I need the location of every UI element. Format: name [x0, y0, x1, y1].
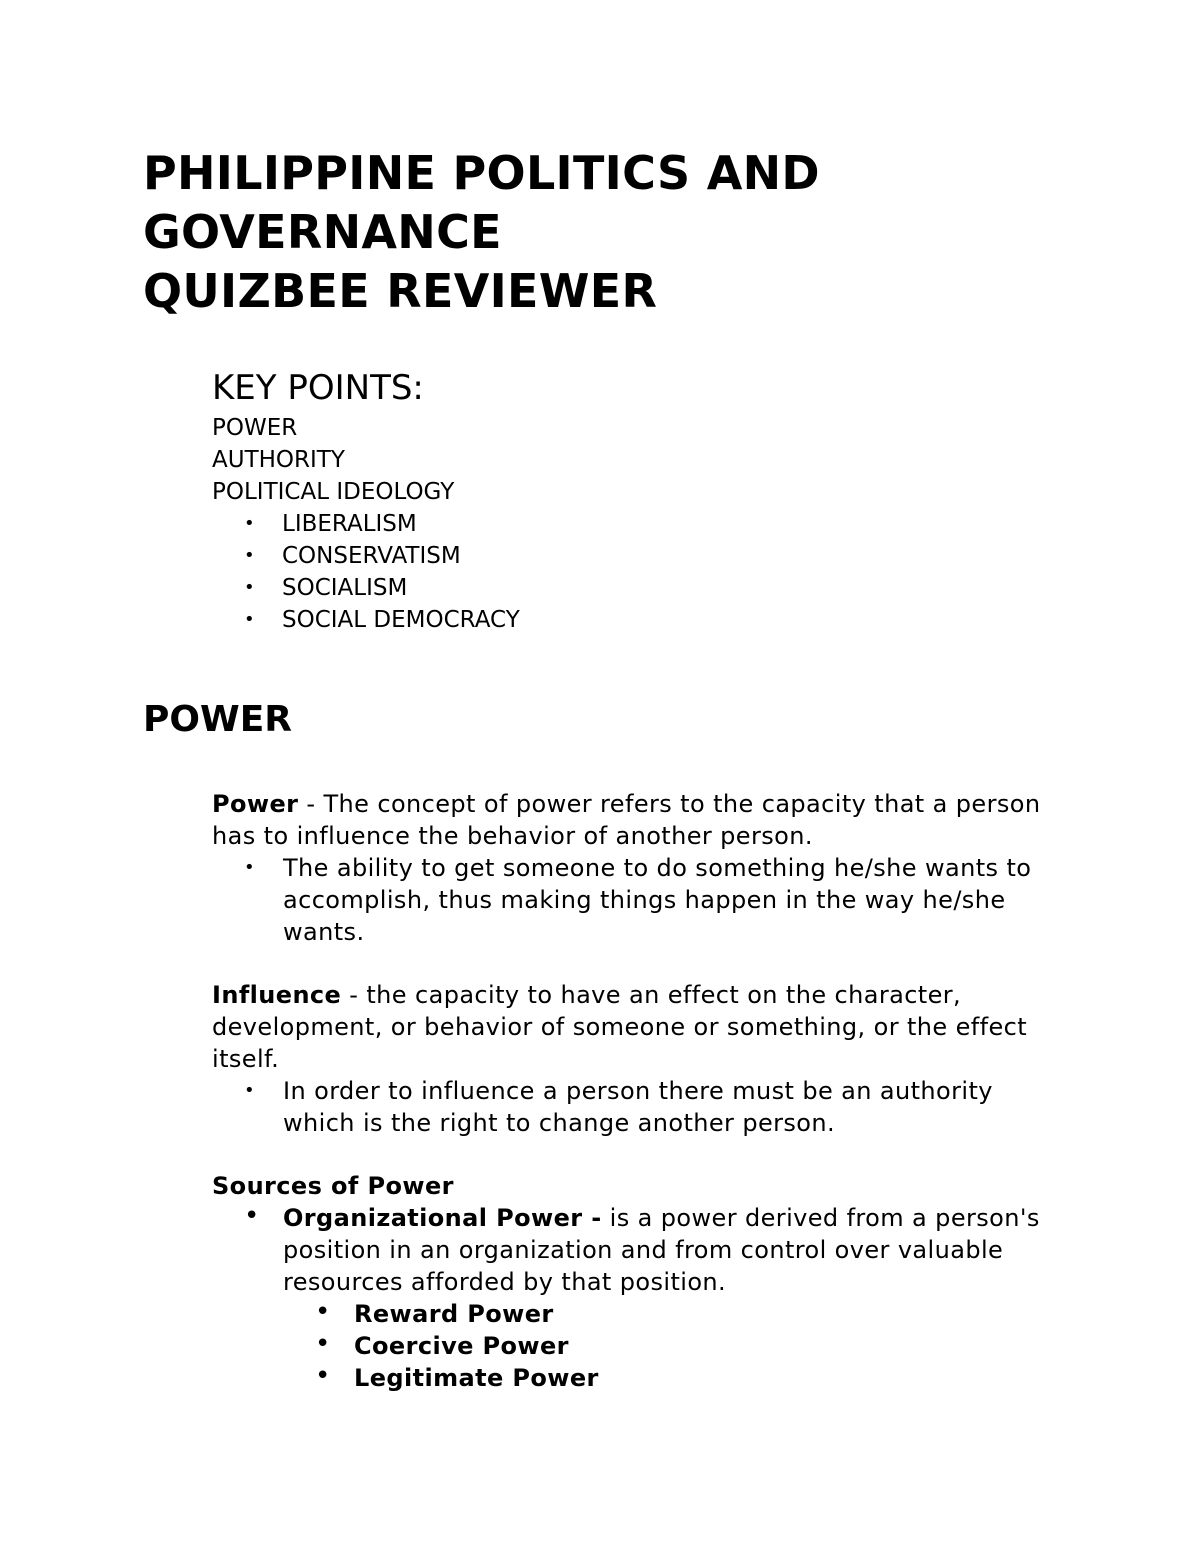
power-definition: [212, 788, 1072, 852]
power-type-item: [283, 1330, 1072, 1362]
list-item: [212, 852, 1072, 948]
title-line: GOVERNANCE: [143, 205, 502, 259]
influence-definition: [212, 979, 1072, 1075]
power-type-item: [283, 1298, 1072, 1330]
influence-term: Influence: [212, 981, 342, 1009]
title-line: PHILIPPINE POLITICS AND: [143, 146, 820, 200]
ideology-label: LIBERALISM: [282, 511, 417, 537]
term-separator: -: [341, 981, 367, 1009]
key-points-block: [212, 364, 1112, 636]
bullet-icon: •: [315, 1361, 331, 1391]
organizational-power-term: Organizational Power -: [283, 1204, 602, 1232]
key-point-item: POLITICAL IDEOLOGY: [212, 479, 455, 505]
bullet-icon: •: [244, 609, 255, 630]
power-bullets: [212, 852, 1072, 948]
document-title: [143, 144, 1103, 321]
power-section-body: [212, 788, 1072, 1394]
influence-bullet-text: In order to influence a person there must be an authority which is the right to change another person.: [283, 1077, 993, 1137]
power-types-list: [283, 1298, 1072, 1394]
bullet-icon: •: [244, 545, 255, 566]
power-term: Power: [212, 790, 299, 818]
bullet-icon: •: [244, 577, 255, 598]
organizational-power-text: is a power derived from a person's position in an organization and from control over valuable resources afforded by that position.: [283, 1204, 1040, 1296]
bullet-icon: •: [244, 1080, 256, 1101]
ideology-label: SOCIAL DEMOCRACY: [282, 607, 520, 633]
key-points-heading: KEY POINTS:: [212, 368, 424, 408]
influence-bullets: [212, 1075, 1072, 1139]
influence-definition-text: the capacity to have an effect on the character, development, or behavior of someone or something, or the effect itself.: [212, 981, 1028, 1073]
title-line: QUIZBEE REVIEWER: [143, 264, 658, 318]
power-type-item: [283, 1362, 1072, 1394]
power-type-label: Legitimate Power: [354, 1364, 599, 1392]
ideology-item: [212, 604, 1112, 636]
key-point-item: AUTHORITY: [212, 447, 345, 473]
ideology-item: [212, 540, 1112, 572]
section-heading-power: POWER: [143, 699, 293, 740]
bullet-icon: •: [315, 1297, 331, 1327]
bullet-icon: •: [244, 857, 256, 878]
bullet-icon: •: [244, 513, 255, 534]
bullet-icon: •: [244, 1201, 260, 1231]
power-bullet-text: The ability to get someone to do something he/she wants to accomplish, thus making things happen in the way he/she wants.: [283, 854, 1032, 946]
ideology-item: [212, 508, 1112, 540]
ideology-item: [212, 572, 1112, 604]
ideology-list: [212, 508, 1112, 636]
bullet-icon: •: [315, 1329, 331, 1359]
term-separator: -: [298, 790, 324, 818]
power-type-label: Coercive Power: [354, 1332, 569, 1360]
key-point-item: POWER: [212, 415, 298, 441]
ideology-label: CONSERVATISM: [282, 543, 461, 569]
power-type-label: Reward Power: [354, 1300, 554, 1328]
ideology-label: SOCIALISM: [282, 575, 408, 601]
list-item: [212, 1202, 1072, 1394]
list-item: [212, 1075, 1072, 1139]
sources-of-power-heading: Sources of Power: [212, 1172, 454, 1200]
power-definition-text: The concept of power refers to the capacity that a person has to influence the behavior of another person.: [212, 790, 1041, 850]
sources-list: [212, 1202, 1072, 1394]
